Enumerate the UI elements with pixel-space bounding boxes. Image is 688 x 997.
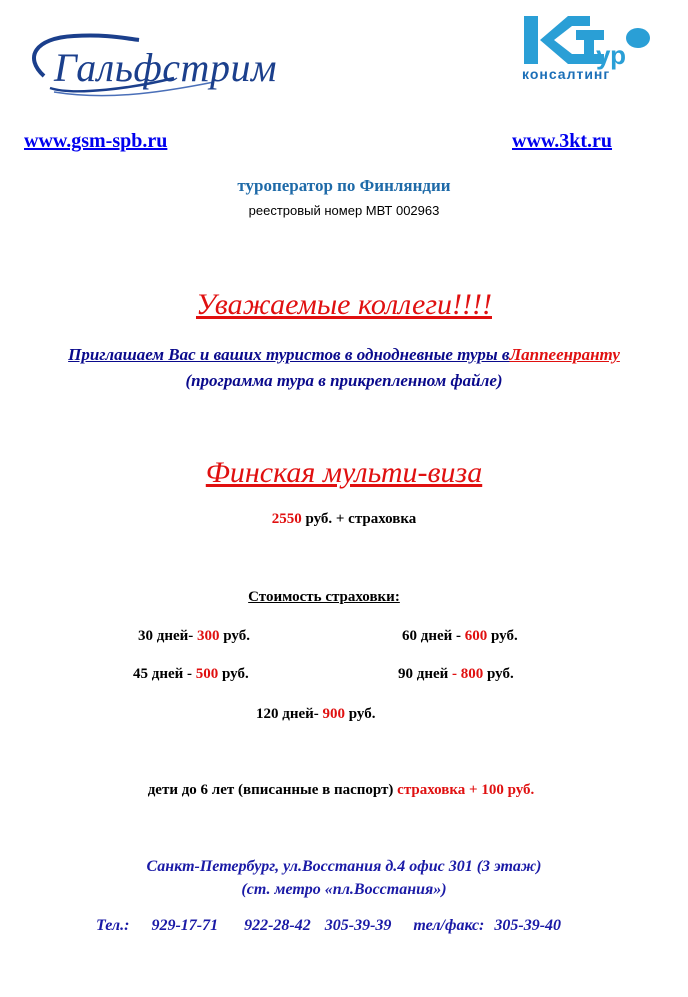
gsm-spb-link[interactable]: www.gsm-spb.ru [24,130,168,152]
insurance-row [256,706,375,723]
invite-city: Лаппеенранту [509,345,620,364]
address-line-1: Санкт-Петербург, ул.Восстания д.4 офис 301 (3 этаж) [146,858,542,875]
galfstream-logo [14,18,286,104]
insurance-unit: руб. [345,706,376,722]
registry-number [0,203,688,218]
logo-right-text: консалтинг [522,66,611,82]
insurance-row [133,666,249,683]
insurance-price: 900 [322,706,346,722]
insurance-price: 800 [460,666,484,682]
tel-2: 922-28-42 [244,917,311,934]
insurance-days: 45 дней - [133,666,196,682]
ktur-logo [520,12,656,86]
kids-extra: страховка + 100 руб. [397,782,535,798]
insurance-row [398,666,514,683]
insurance-days: 120 дней- [256,706,323,722]
insurance-days: 30 дней- [138,628,198,644]
insurance-unit: руб. [218,666,249,682]
insurance-price: 300 [197,628,220,644]
visa-price-value: 2550 [271,511,302,527]
insurance-unit: руб. [487,628,518,644]
insurance-row [402,628,518,645]
insurance-price: 600 [464,628,488,644]
insurance-days: 60 дней - [402,628,465,644]
insurance-dash: - [452,666,461,682]
invite-line [0,345,688,365]
insurance-heading: Стоимость страховки: [248,589,400,605]
fax-number: 305-39-40 [494,917,562,934]
insurance-unit: руб. [483,666,514,682]
program-note: (программа тура в прикрепленном файле) [185,371,503,390]
insurance-price: 500 [195,666,219,682]
logo-left-text: Гальфстрим [54,45,277,90]
phone-line [96,917,561,935]
kids-text: дети до 6 лет (вписанные в паспорт) [147,782,398,798]
fax-label: тел/факс: [413,917,485,934]
tel-1: 929-17-71 [151,917,219,934]
visa-heading: Финская мульти-виза [205,456,483,489]
greeting-heading: Уважаемые коллеги!!!! [196,288,492,321]
registry-text: реестровый номер МВТ 002963 [248,203,440,218]
3kt-link[interactable]: www.3kt.ru [512,130,613,152]
visa-price [0,511,688,528]
insurance-days: 90 дней [398,666,453,682]
address-line-2: (ст. метро «пл.Восстания») [241,881,447,898]
insurance-unit: руб. [219,628,250,644]
tel-3: 305-39-39 [324,917,392,934]
tel-label: Тел.: [96,917,130,934]
kids-note [0,782,682,799]
insurance-row [138,628,250,645]
tour-operator-label: туроператор по Финляндии [237,176,451,195]
visa-price-suffix: руб. + страховка [301,511,417,527]
svg-text:ур: ур [596,40,626,70]
invite-text: Приглашаем Вас и ваших туристов в однодневные туры в [68,345,510,364]
